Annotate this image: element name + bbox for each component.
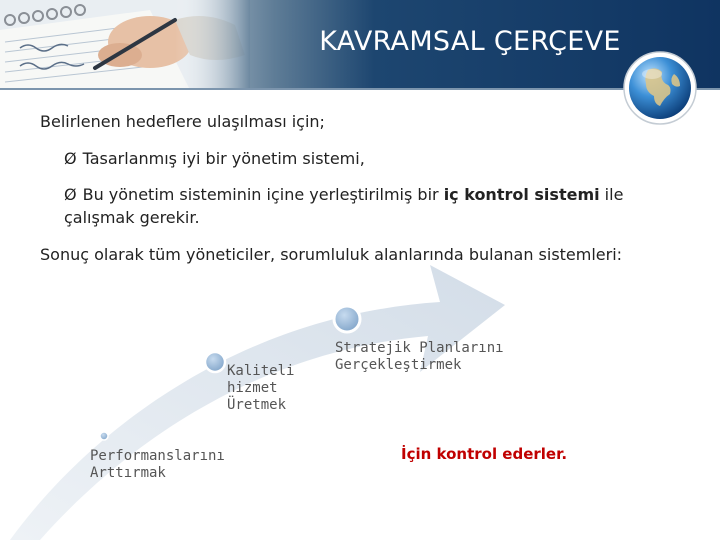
step-dot-3 bbox=[334, 306, 360, 332]
step-label-line: Arttırmak bbox=[90, 465, 166, 481]
step-label-performance bbox=[90, 448, 225, 482]
bullet-2-emphasis: iç kontrol sistemi bbox=[443, 185, 600, 204]
step-label-line: hizmet bbox=[227, 380, 278, 396]
bullet-2-text-end: ile çalışmak gerekir. bbox=[64, 185, 624, 227]
bullet-2-text: Bu yönetim sisteminin içine yerleştirilmiş bir bbox=[82, 185, 444, 204]
arrow-bullet-icon: Ø bbox=[64, 185, 77, 204]
bullet-item-2 bbox=[64, 183, 664, 229]
step-dot-2 bbox=[205, 352, 225, 372]
step-label-line: Üretmek bbox=[227, 397, 287, 413]
step-label-quality bbox=[227, 363, 294, 414]
slide-header bbox=[0, 0, 720, 90]
step-label-line: Gerçekleştirmek bbox=[335, 357, 462, 373]
step-label-line: Kaliteli bbox=[227, 363, 295, 379]
slide-title: KAVRAMSAL ÇERÇEVE bbox=[319, 26, 621, 57]
globe-icon bbox=[622, 50, 698, 126]
writing-hand-photo bbox=[0, 0, 250, 90]
header-divider bbox=[0, 88, 720, 90]
step-dot-1 bbox=[100, 432, 108, 440]
intro-text: Belirlenen hedeflere ulaşılması için; bbox=[40, 112, 325, 131]
step-label-line: Performanslarını bbox=[90, 448, 225, 464]
step-label-strategy bbox=[335, 340, 504, 374]
bullet-1-text: Tasarlanmış iyi bir yönetim sistemi, bbox=[82, 149, 365, 168]
summary-text: Sonuç olarak tüm yöneticiler, sorumluluk alanlarında bulanan sistemleri: bbox=[40, 245, 623, 264]
step-label-line: Stratejik Planlarını bbox=[335, 340, 504, 356]
arrow-bullet-icon: Ø bbox=[64, 149, 77, 168]
bullet-item-1 bbox=[64, 147, 365, 170]
process-arrow-diagram bbox=[0, 260, 720, 540]
conclusion-text: İçin kontrol ederler. bbox=[401, 445, 568, 463]
